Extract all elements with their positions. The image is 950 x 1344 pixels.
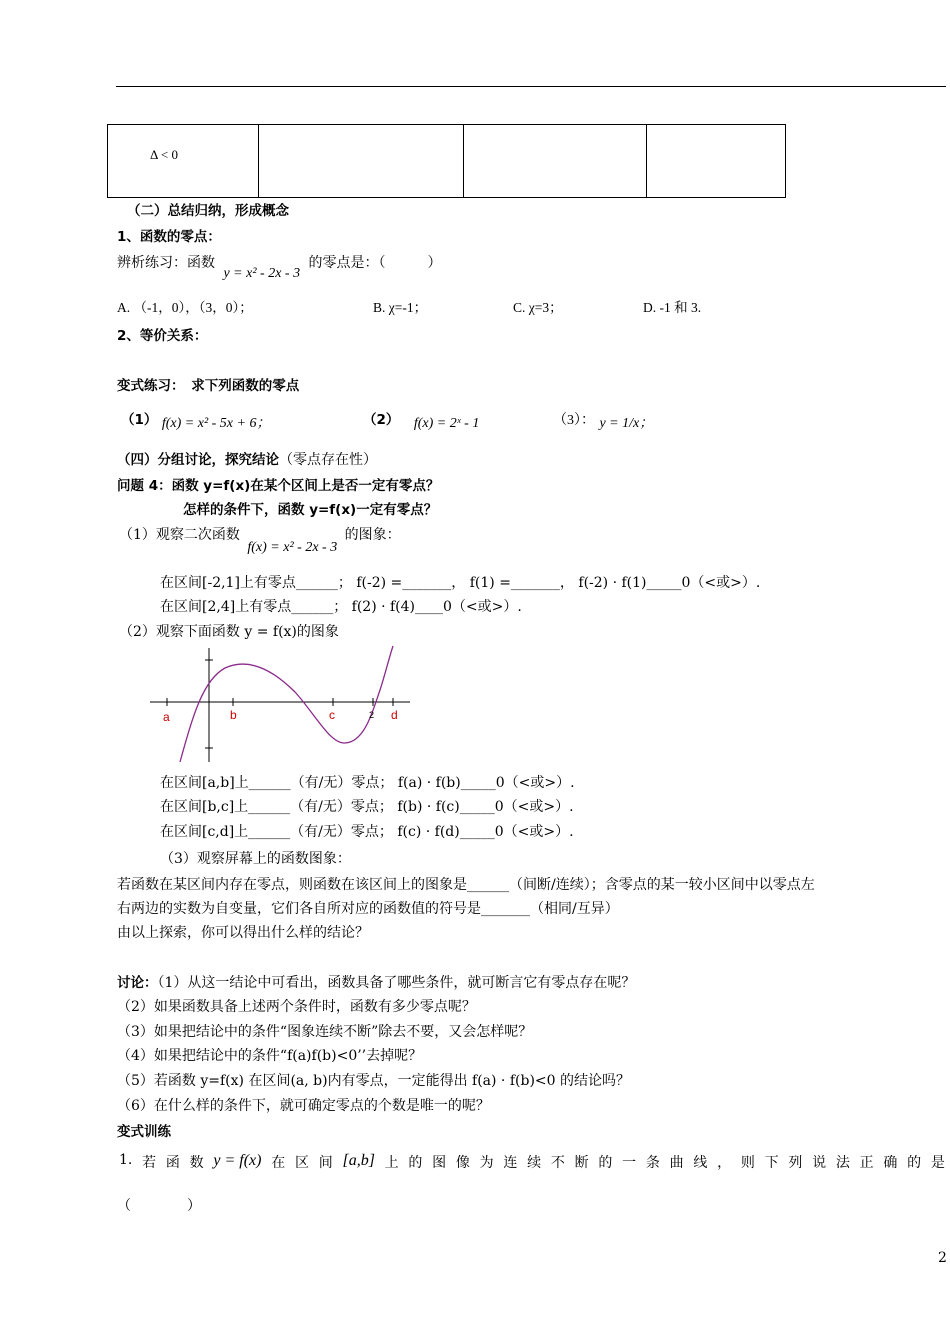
- variant-item-label: （1）: [121, 412, 158, 428]
- variant-item-1: [121, 411, 270, 430]
- question4-line1: 问题 4：函数 y=f(x)在某个区间上是否一定有零点？: [117, 478, 440, 494]
- training-item1-word: [a,b]: [342, 1152, 375, 1169]
- training-item1-word: 线: [693, 1155, 708, 1171]
- training-item1-word: y = f(x): [213, 1152, 262, 1169]
- drill-tail: 的零点是：（ ）: [308, 255, 442, 271]
- question4-line2: 怎样的条件下，函数 y=f(x)一定有零点？: [183, 502, 438, 518]
- training-item1-word: 正: [859, 1155, 874, 1171]
- training-item1-word: 确: [883, 1155, 898, 1171]
- drill-option-a: A. （-1，0），（3，0）；: [117, 300, 253, 315]
- training-bracket: （ ）: [117, 1198, 201, 1214]
- training-item1-word: 上: [384, 1155, 399, 1171]
- zero-definition-heading: 1、函数的零点：: [117, 229, 221, 245]
- observe2-interval-bc: 在区间[b,c]上______（有/无）零点； f(b) · f(c)_____0（<或>）.: [160, 799, 574, 815]
- training-item1-word: 函: [165, 1155, 180, 1171]
- training-item1-word: 连: [503, 1155, 518, 1171]
- observe1-interval-a: 在区间[-2,1]上有零点______； f(-2) =_______， f(1) =_______， f(-2) · f(1)_____0（<或>）.: [160, 575, 761, 591]
- drill-option-b: B. χ=-1；: [373, 300, 428, 315]
- training-item1-word: 像: [455, 1155, 470, 1171]
- drill-option-d: D. -1 和 3.: [643, 300, 702, 315]
- training-item1-word: 续: [527, 1155, 542, 1171]
- training-item1-word: 曲: [669, 1155, 684, 1171]
- observe1-tail: 的图象：: [344, 527, 401, 543]
- discriminant-table: [107, 124, 786, 198]
- observe3-para1: 若函数在某区间内存在零点，则函数在该区间上的图象是______（间断/连续）；含零点的某一较小区间中以零点左: [117, 877, 815, 893]
- observe1-line: [119, 526, 401, 555]
- variant-item-3: [553, 411, 653, 430]
- training-item1-word: 法: [835, 1155, 850, 1171]
- variant-item-formula: f(x) = x² - 5x + 6；: [161, 416, 271, 431]
- observe2-lead: （2）观察下面函数 y = f(x)的图象: [119, 624, 339, 640]
- discussion-q6: （6）在什么样的条件下，就可确定零点的个数是唯一的呢？: [117, 1098, 490, 1114]
- graph-label-2: 2: [369, 710, 375, 720]
- table-cell: [464, 125, 647, 198]
- observe3-para3: 由以上探索，你可以得出什么样的结论？: [117, 925, 369, 941]
- discussion-q1-line: [117, 974, 635, 992]
- training-item1-word: 说: [812, 1155, 827, 1171]
- training-item1-word: 的: [408, 1155, 423, 1171]
- training-heading: 变式训练: [117, 1124, 171, 1140]
- training-item1-word: 一: [622, 1155, 637, 1171]
- training-item1-word: 的: [907, 1155, 922, 1171]
- observe2-interval-ab: 在区间[a,b]上______（有/无）零点； f(a) · f(b)_____0（<或>）.: [160, 775, 575, 791]
- training-item1: [119, 1152, 945, 1172]
- observe2-interval-cd: 在区间[c,d]上______（有/无）零点； f(c) · f(d)_____0（<或>）.: [160, 824, 574, 840]
- variant-heading: 变式练习： 求下列函数的零点: [117, 378, 300, 394]
- variant-item-label: （2）: [363, 412, 400, 428]
- training-item1-word: 则: [740, 1155, 755, 1171]
- function-curve: [180, 646, 393, 762]
- training-item1-word: 1.: [119, 1152, 133, 1168]
- variant-item-2: [363, 411, 479, 430]
- table-cell: [108, 125, 259, 198]
- training-item1-word: 在: [271, 1155, 286, 1171]
- drill-option-c: C. χ=3；: [513, 300, 563, 315]
- training-item1-word: 为: [479, 1155, 494, 1171]
- page-number: 2: [938, 1250, 947, 1266]
- section4-heading: （四）分组讨论，探究结论: [117, 452, 279, 468]
- graph-label-b: b: [230, 708, 237, 722]
- observe3-para2: 右两边的实数为自变量，它们各自所对应的函数值的符号是_______（相同/互异）: [117, 901, 619, 917]
- training-item1-word: 图: [432, 1155, 447, 1171]
- training-item1-word: 若: [142, 1155, 157, 1171]
- variant-item-formula: f(x) = 2ˣ - 1: [413, 416, 480, 431]
- training-item1-word: 下: [764, 1155, 779, 1171]
- drill-line: [117, 254, 442, 281]
- observe1-interval-b: 在区间[2,4]上有零点______； f(2) · f(4)____0（<或>）.: [160, 599, 522, 615]
- training-item1-word: 是: [930, 1155, 945, 1171]
- section4-note: （零点存在性）: [279, 452, 377, 468]
- drill-lead: 辨析练习：函数: [117, 255, 215, 271]
- training-item1-word: 的: [598, 1155, 613, 1171]
- delta-label: Δ < 0: [150, 147, 178, 162]
- drill-formula: y = x² - 2x - 3: [223, 266, 301, 281]
- function-graph: [145, 640, 415, 770]
- training-item1-word: 条: [645, 1155, 660, 1171]
- graph-label-c: c: [329, 708, 335, 722]
- observe1-formula: f(x) = x² - 2x - 3: [247, 540, 338, 555]
- training-item1-word: 列: [788, 1155, 803, 1171]
- discussion-q5: （5）若函数 y=f(x) 在区间(a, b)内有零点，一定能得出 f(a) · f(b)<0 的结论吗？: [117, 1073, 630, 1089]
- variant-item-label: （3）：: [553, 413, 595, 428]
- graph-label-a: a: [163, 710, 170, 724]
- discussion-label: 讨论：: [117, 975, 158, 991]
- table-cell: [647, 125, 786, 198]
- table-cell: [259, 125, 464, 198]
- section2-heading: （二）总结归纳，形成概念: [127, 203, 289, 219]
- training-item1-word: 数: [189, 1155, 204, 1171]
- equivalence-heading: 2、等价关系：: [117, 328, 208, 344]
- observe3-lead: （3）观察屏幕上的函数图象：: [160, 851, 351, 867]
- discussion-q3: （3）如果把结论中的条件“图象连续不断”除去不要，又会怎样呢？: [117, 1024, 533, 1040]
- training-item1-word: 区: [294, 1155, 309, 1171]
- graph-label-d: d: [391, 708, 398, 722]
- header-rule: [116, 86, 946, 87]
- discussion-q1: （1）从这一结论中可看出，函数具备了哪些条件，就可断言它有零点存在呢？: [157, 975, 636, 991]
- training-item1-word: ，: [717, 1155, 732, 1171]
- section4-line: [117, 451, 377, 469]
- discussion-q2: （2）如果函数具备上述两个条件时，函数有多少零点呢？: [117, 999, 476, 1015]
- training-item1-word: 断: [574, 1155, 589, 1171]
- training-item1-word: 间: [318, 1155, 333, 1171]
- training-item1-word: 不: [550, 1155, 565, 1171]
- variant-item-formula: y = 1/x；: [599, 416, 654, 431]
- observe1-lead: （1）观察二次函数: [119, 527, 240, 543]
- discussion-q4: （4）如果把结论中的条件“f(a)f(b)<0’’去掉呢？: [117, 1048, 423, 1064]
